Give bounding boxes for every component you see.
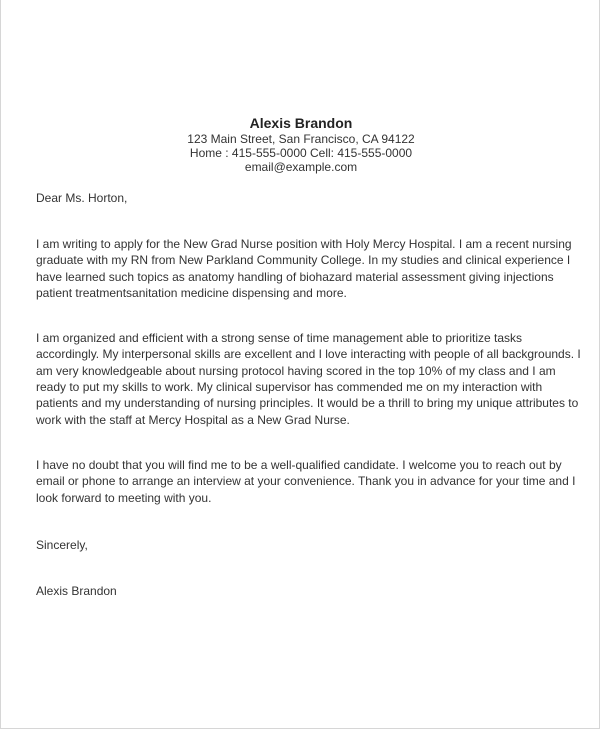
paragraph-line: patient treatmentsanitation medicine dispensing and more. xyxy=(36,285,347,300)
paragraph-line: accordingly. My interpersonal skills are excellent and I love interacting with people of all backgrounds. I xyxy=(36,347,581,362)
paragraph-line: email or phone to arrange an interview at your convenience. Thank you in advance for your time and I xyxy=(36,474,576,489)
paragraph-line: patients and my understanding of nursing principles. It would be a thrill to bring my unique attributes to xyxy=(36,396,579,411)
sender-phones: Home : 415-555-0000 Cell: 415-555-0000 xyxy=(189,146,413,160)
signature: Alexis Brandon xyxy=(36,584,117,598)
paragraph-line: I have no doubt that you will find me to be a well-qualified candidate. I welcome you to reach out by xyxy=(36,458,562,472)
paragraph-line: have learned such topics as anatomy handling of biohazard material assessment giving injections xyxy=(36,269,554,284)
sender-email: email@example.com xyxy=(244,160,358,174)
salutation: Dear Ms. Horton, xyxy=(36,191,128,205)
closing: Sincerely, xyxy=(36,538,88,552)
paragraph-line: I am writing to apply for the New Grad Nurse position with Holy Mercy Hospital. I am a recent nursing xyxy=(36,237,572,251)
paragraph-line: am very knowledgeable about nursing protocol having scored in the top 10% of my class and I am xyxy=(36,363,556,378)
paragraph-line: look forward to meeting with you. xyxy=(36,490,212,505)
sender-name: Alexis Brandon xyxy=(249,115,353,131)
paragraph-line: I am organized and efficient with a strong sense of time management able to prioritize tasks xyxy=(36,331,523,345)
sender-address: 123 Main Street, San Francisco, CA 94122 xyxy=(187,132,415,146)
paragraph-line: graduate with my RN from New Parkland Community College. In my studies and clinical experience I xyxy=(36,253,571,268)
paragraph-line: work with the staff at Mercy Hospital as a New Grad Nurse. xyxy=(36,412,350,427)
paragraph-line: ready to put my skills to work. My clinical supervisor has commended me on my interaction with xyxy=(36,379,543,394)
